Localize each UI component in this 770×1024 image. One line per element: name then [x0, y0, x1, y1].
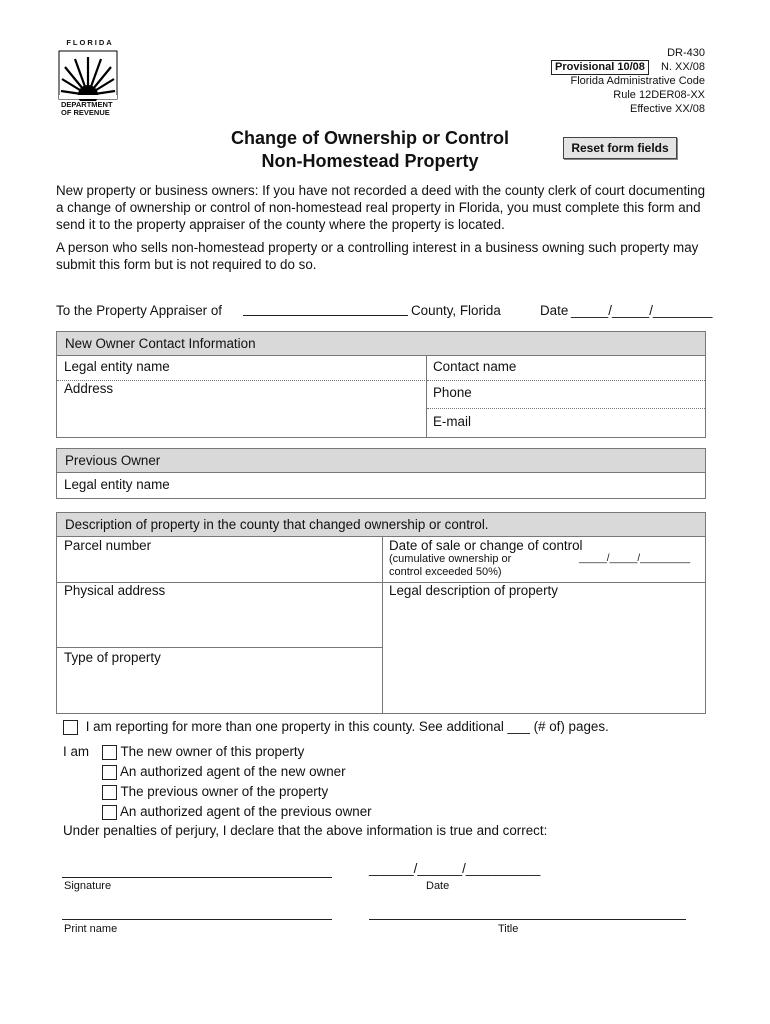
cumulative-note-2: control exceeded 50%) — [389, 566, 502, 578]
phone-label: Phone — [433, 385, 472, 400]
multi-property-text: I am reporting for more than one property in this county. See additional ___ (# of) pages. — [85, 719, 609, 734]
role-label: An authorized agent of the new owner — [119, 764, 346, 779]
form-number: DR-430 — [667, 47, 705, 59]
phone-field[interactable] — [427, 381, 705, 409]
provisional-badge: Provisional 10/08 — [551, 60, 649, 75]
parcel-label: Parcel number — [64, 538, 152, 553]
reset-form-button[interactable]: Reset form fields — [563, 137, 677, 159]
multi-property-row — [63, 719, 609, 735]
effective-date: Effective XX/08 — [629, 103, 705, 115]
role-previous-owner[interactable] — [102, 782, 372, 802]
multi-property-checkbox[interactable] — [63, 720, 78, 735]
role-checkbox[interactable] — [102, 785, 117, 800]
date-input[interactable]: _____/_____/________ — [571, 303, 713, 318]
logo-bottom-line2: OF REVENUE — [61, 108, 110, 117]
contact-label: Contact name — [433, 359, 517, 374]
logo-bottom-line1: DEPARTMENT — [61, 100, 113, 109]
role-checkbox[interactable] — [102, 765, 117, 780]
legal-entity-label: Legal entity name — [64, 359, 170, 374]
county-input[interactable] — [243, 300, 408, 316]
title-line1: Change of Ownership or Control — [231, 128, 509, 148]
previous-owner-legal-entity-field[interactable] — [57, 473, 705, 498]
signature-label: Signature — [64, 880, 112, 892]
role-label: An authorized agent of the previous owner — [119, 804, 372, 819]
title-line2: Non-Homestead Property — [261, 151, 479, 171]
perjury-statement: Under penalties of perjury, I declare that the above information is true and correct: — [63, 823, 548, 838]
signature-input[interactable] — [62, 862, 332, 878]
form-revision: N. XX/08 — [660, 61, 705, 73]
cumulative-note-1: (cumulative ownership or — [389, 553, 512, 565]
address-label: Address — [64, 381, 114, 396]
email-field[interactable] — [427, 409, 705, 437]
prev-legal-entity-label: Legal entity name — [64, 477, 170, 492]
role-agent-new-owner[interactable] — [102, 762, 372, 782]
admin-code: Florida Administrative Code — [570, 75, 705, 87]
print-name-label: Print name — [64, 923, 118, 935]
form-header — [570, 46, 705, 116]
new-owner-section — [56, 331, 706, 438]
appraiser-suffix: County, Florida — [411, 303, 501, 318]
role-checkbox[interactable] — [102, 805, 117, 820]
type-label: Type of property — [64, 650, 161, 665]
sunburst-icon — [55, 49, 125, 101]
legal-description-field[interactable] — [383, 583, 705, 713]
previous-owner-section — [56, 448, 706, 499]
legal-desc-label: Legal description of property — [389, 583, 558, 598]
property-heading: Description of property in the county that changed ownership or control. — [57, 513, 705, 537]
date-label: Date — [540, 303, 569, 318]
parcel-number-field[interactable] — [57, 537, 383, 583]
new-owner-heading: New Owner Contact Information — [57, 332, 705, 356]
title-input[interactable] — [369, 904, 686, 920]
physical-label: Physical address — [64, 583, 166, 598]
role-label: The previous owner of the property — [120, 784, 329, 799]
new-owner-address-field[interactable] — [57, 381, 427, 437]
title-label: Title — [498, 923, 519, 935]
physical-address-field[interactable] — [57, 583, 383, 648]
property-section — [56, 512, 706, 714]
dor-logo — [55, 38, 125, 118]
logo-top-text: FLORIDA — [66, 38, 114, 47]
signature-date-input[interactable]: ______/______/__________ — [369, 861, 541, 876]
intro-paragraph-1: New property or business owners: If you have not recorded a deed with the county clerk of court documenting a change of ownership or control of non-homestead real property in Florida, you must complete this form and send it to the property appraiser of the county where the property is located. — [56, 183, 706, 232]
contact-name-field[interactable] — [427, 356, 705, 381]
appraiser-prefix: To the Property Appraiser of — [56, 303, 222, 318]
role-options — [102, 742, 372, 822]
type-of-property-field[interactable] — [57, 648, 383, 713]
role-new-owner[interactable] — [102, 742, 372, 762]
i-am-label: I am — [63, 744, 90, 759]
role-checkbox[interactable] — [102, 745, 117, 760]
intro-paragraph-2: A person who sells non-homestead property or a controlling interest in a business owning such property may submit this form but is not required to do so. — [56, 240, 699, 272]
signature-date-label: Date — [426, 880, 450, 892]
new-owner-legal-entity-field[interactable] — [57, 356, 427, 381]
form-title — [200, 127, 540, 173]
sale-date-input[interactable]: _____/_____/_________ — [579, 553, 691, 564]
date-of-sale-field[interactable] — [383, 537, 705, 583]
date-sale-label: Date of sale or change of control — [389, 538, 583, 553]
email-label: E-mail — [433, 414, 471, 429]
print-name-input[interactable] — [62, 904, 332, 920]
role-label: The new owner of this property — [120, 744, 305, 759]
role-agent-previous-owner[interactable] — [102, 802, 372, 822]
rule-number: Rule 12DER08-XX — [613, 89, 705, 101]
previous-owner-heading: Previous Owner — [57, 449, 705, 473]
